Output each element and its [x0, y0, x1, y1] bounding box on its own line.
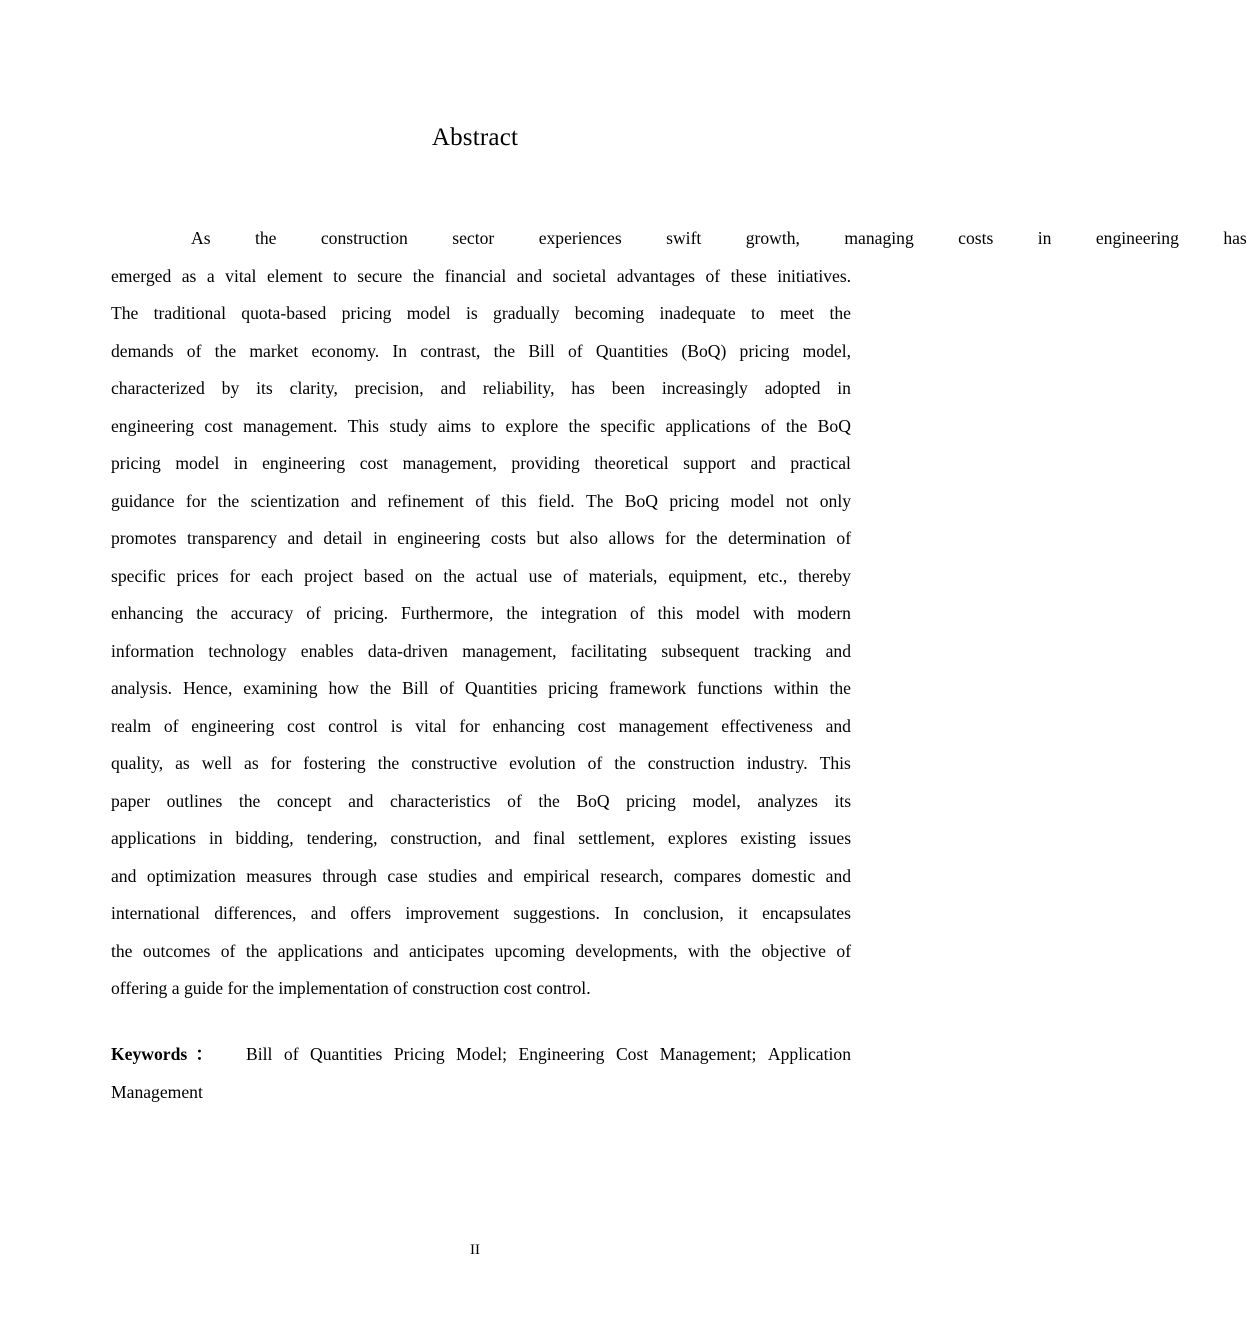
- keywords-terms-line-2: Management: [111, 1081, 203, 1102]
- abstract-line: offering a guide for the implementation of construction cost control.: [111, 978, 591, 998]
- abstract-line: pricing model in engineering cost management, providing theoretical support and practical: [111, 453, 851, 473]
- abstract-line: As the construction sector experiences swift growth, managing costs in engineering has: [191, 228, 1247, 248]
- abstract-line: engineering cost management. This study aims to explore the specific applications of the BoQ: [111, 415, 851, 436]
- page-number: II: [470, 1242, 480, 1258]
- abstract-line: characterized by its clarity, precision, and reliability, has been increasingly adopted in: [111, 378, 851, 398]
- abstract-line: international differences, and offers improvement suggestions. In conclusion, it encapsulates: [111, 903, 851, 923]
- keywords-line-1: [111, 1036, 851, 1074]
- abstract-line: guidance for the scientization and refinement of this field. The BoQ pricing model not only: [111, 490, 852, 511]
- abstract-line: enhancing the accuracy of pricing. Furthermore, the integration of this model with modern: [111, 603, 851, 623]
- abstract-line: emerged as a vital element to secure the financial and societal advantages of these initiatives.: [111, 265, 852, 286]
- abstract-line: analysis. Hence, examining how the Bill of Quantities pricing framework functions within the: [111, 678, 851, 698]
- keywords-line-2: [111, 1074, 851, 1112]
- abstract-line: and optimization measures through case studies and empirical research, compares domestic and: [111, 865, 852, 886]
- abstract-line: demands of the market economy. In contrast, the Bill of Quantities (BoQ) pricing model,: [111, 340, 851, 361]
- abstract-body: [111, 220, 1247, 1008]
- abstract-line: information technology enables data-driven management, facilitating subsequent tracking and: [111, 640, 852, 661]
- abstract-line: the outcomes of the applications and anticipates upcoming developments, with the objective of: [111, 940, 852, 961]
- page-title: Abstract: [431, 124, 519, 151]
- abstract-line: applications in bidding, tendering, construction, and final settlement, explores existing issues: [111, 828, 852, 848]
- abstract-line: specific prices for each project based on the actual use of materials, equipment, etc., thereby: [111, 565, 851, 586]
- abstract-line: realm of engineering cost control is vital for enhancing cost management effectiveness and: [111, 715, 851, 736]
- keywords-label: Keywords: [111, 1044, 188, 1064]
- keywords-section: [111, 1036, 851, 1111]
- abstract-line: The traditional quota-based pricing model is gradually becoming inadequate to meet the: [111, 303, 851, 323]
- abstract-line: quality, as well as for fostering the constructive evolution of the construction industry. This: [111, 753, 851, 773]
- abstract-line: paper outlines the concept and characteristics of the BoQ pricing model, analyzes its: [111, 790, 852, 811]
- keywords-colon: ：: [188, 1044, 220, 1064]
- keywords-terms-line-1: Bill of Quantities Pricing Model; Engineering Cost Management; Application: [246, 1044, 851, 1064]
- abstract-line: promotes transparency and detail in engineering costs but also allows for the determination of: [111, 528, 852, 548]
